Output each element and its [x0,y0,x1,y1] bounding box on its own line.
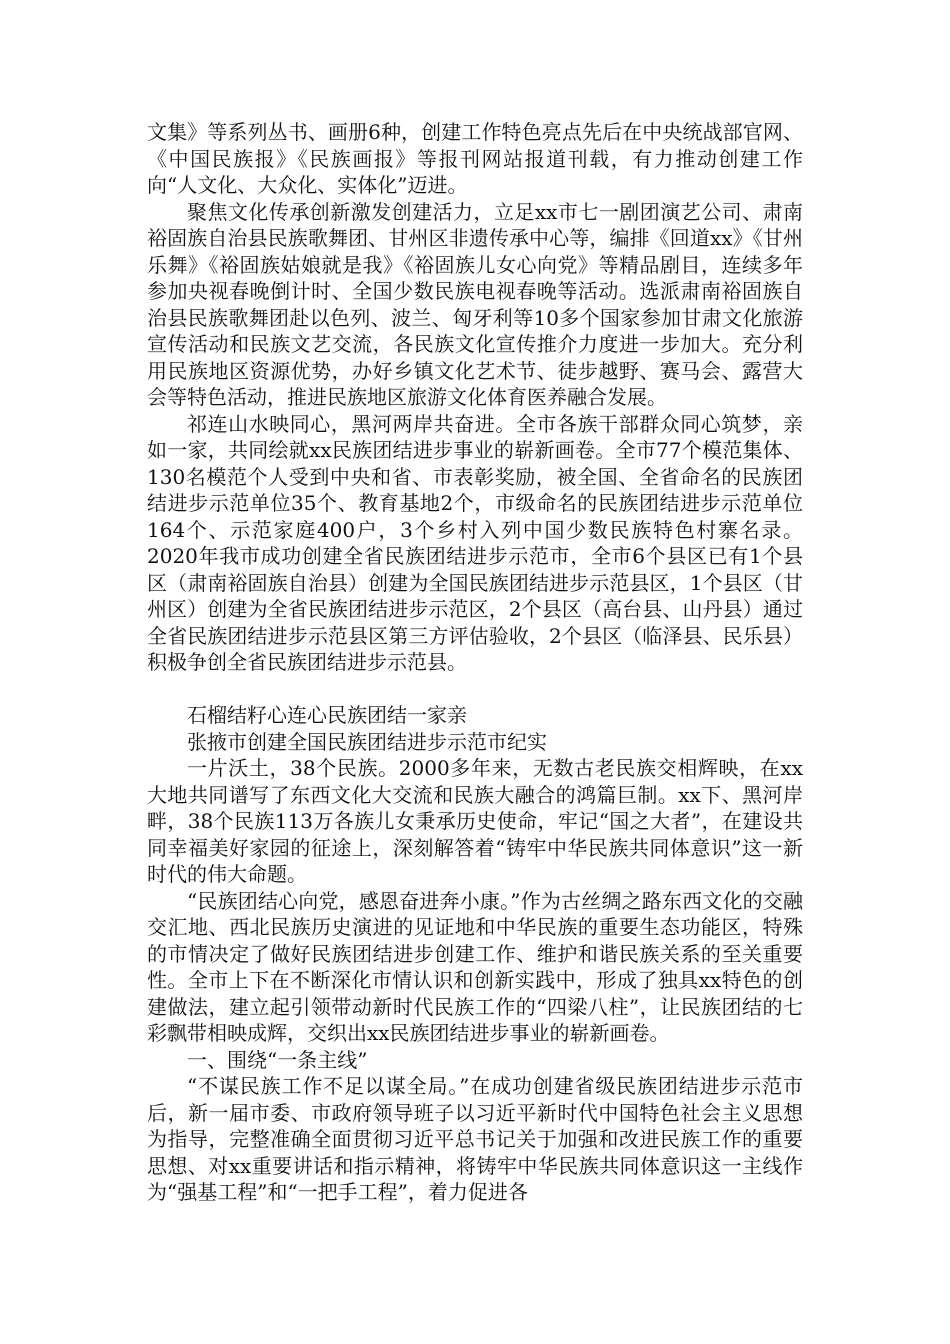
article-subtitle: 张掖市创建全国民族团结进步示范市纪实 [187,729,547,754]
paragraph-2: 聚焦文化传承创新激发创建活力，立足xx市七一剧团演艺公司、肃南裕固族自治县民族歌舞团、甘州区非遗传承中心等，编排《回道xx》《甘州乐舞》《裕固族姑娘就是我》《裕固族儿女心向党》等精品剧目，连续多年参加央视春晚倒计时、全国少数民族电视春晚等活动。选派肃南裕固族自治县民族歌舞团赴以色列、波兰、匈牙利等10多个国家参加甘肃文化旅游宣传活动和民族文艺交流，各民族文化宣传推介力度进一步加大。充分利用民族地区资源优势，办好乡镇文化艺术节、徒步越野、赛马会、露营大会等特色活动，推进民族地区旅游文化体育医养融合发展。 [147,199,803,409]
paragraph-1: 文集》等系列丛书、画册6种，创建工作特色亮点先后在中央统战部官网、《中国民族报》《民族画报》等报刊网站报道刊载，有力推动创建工作向“人文化、大众化、实体化”迈进。 [147,120,803,197]
paragraph-6: “不谋民族工作不足以谋全局。”在成功创建省级民族团结进步示范市后，新一届市委、市政府领导班子以习近平新时代中国特色社会主义思想为指导，完整准确全面贯彻习近平总书记关于加强和改进民族工作的重要思想、对xx重要讲话和指示精神，将铸牢中华民族共同体意识这一主线作为“强基工程”和“一把手工程”，着力促进各 [147,1074,803,1204]
article-title: 石榴结籽心连心民族团结一家亲 [187,703,467,727]
section-spacer [147,676,803,703]
paragraph-3: 祁连山水映同心，黑河两岸共奋进。全市各族干部群众同心筑梦，亲如一家，共同绘就xx民族团结进步事业的崭新画卷。全市77个模范集体、130名模范个人受到中央和省、市表彰奖励，被全国、全省命名的民族团结进步示范单位35个、教育基地2个，市级命名的民族团结进步示范单位164个、示范家庭400户，3个乡村入列中国少数民族特色村寨名录。2020年我市成功创建全省民族团结进步示范市，全市6个县区已有1个县区（肃南裕固族自治县）创建为全国民族团结进步示范县区，1个县区（甘州区）创建为全省民族团结进步示范区，2个县区（高台县、山丹县）通过全省民族团结进步示范县区第三方评估验收，2个县区（临泽县、民乐县）积极争创全省民族团结进步示范县。 [147,411,803,674]
paragraph-4: 一片沃土，38个民族。2000多年来，无数古老民族交相辉映，在xx大地共同谱写了东西文化大交流和民族大融合的鸿篇巨制。xx下、黑河岸畔，38个民族113万各族儿女秉承历史使命，牢记“国之大者”，在建设共同幸福美好家园的征途上，深刻解答着“铸牢中华民族共同体意识”这一新时代的伟大命题。 [147,756,803,886]
paragraph-5: “民族团结心向党，感恩奋进奔小康。”作为古丝绸之路东西文化的交融交汇地、西北民族历史演进的见证地和中华民族的重要生态功能区，特殊的市情决定了做好民族团结进步创建工作、维护和谐民族关系的至关重要性。全市上下在不断深化市情认识和创新实践中，形成了独具xx特色的创建做法，建立起引领带动新时代民族工作的“四梁八柱”，让民族团结的七彩飘带相映成辉，交织出xx民族团结进步事业的崭新画卷。 [147,888,803,1045]
document-page [147,119,803,1206]
section-heading-1: 一、围绕“一条主线” [187,1047,368,1072]
